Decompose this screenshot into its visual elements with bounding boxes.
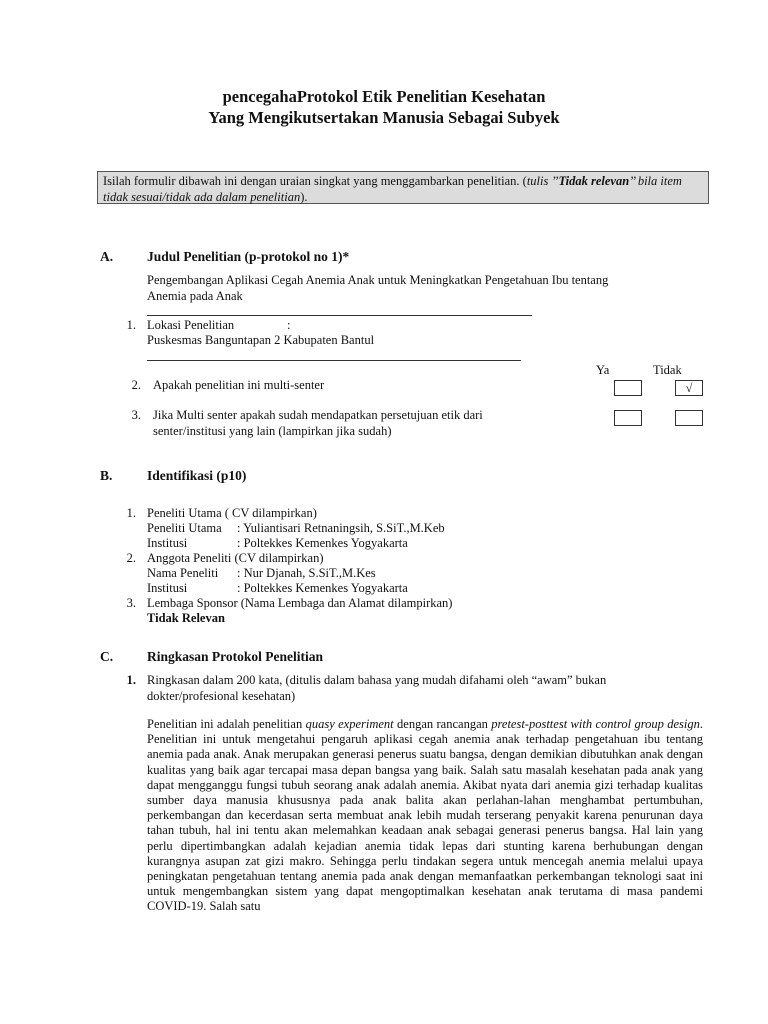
institusi-utama-value: : Poltekkes Kemenkes Yogyakarta — [237, 536, 408, 550]
persetujuan-ya-checkbox[interactable] — [614, 410, 642, 426]
paragraph-text: Penelitian ini adalah penelitian — [147, 717, 306, 731]
section-a-letter: A. — [100, 249, 114, 264]
paragraph-italic-method: pretest-posttest with control group design — [491, 717, 700, 731]
nama-peneliti-value: : Nur Djanah, S.SiT.,M.Kes — [237, 566, 376, 580]
persetujuan-question-line2: senter/institusi yang lain (lampirkan jika sudah) — [153, 424, 392, 438]
instruction-text-italic: ’’ bila item tidak sesuai/tidak ada dalam penelitian — [103, 174, 682, 204]
instruction-quote: tulis ’’ — [526, 174, 559, 188]
document-title-line1: pencegahaProtokol Etik Penelitian Kesehatan — [222, 87, 546, 106]
nama-peneliti-label: Nama Peneliti — [147, 566, 219, 580]
section-a-title: Judul Penelitian (p-protokol no 1)* — [147, 249, 350, 264]
lokasi-value: Puskesmas Banguntapan 2 Kabupaten Bantul — [147, 333, 375, 347]
peneliti-utama-heading: Peneliti Utama ( CV dilampirkan) — [147, 506, 317, 520]
institusi-anggota-label: Institusi — [147, 581, 188, 595]
peneliti-utama-label: Peneliti Utama — [147, 521, 222, 535]
lokasi-label: Lokasi Penelitian — [147, 318, 235, 332]
institusi-utama-label: Institusi — [147, 536, 188, 550]
persetujuan-question-line1: Jika Multi senter apakah sudah mendapatkan persetujuan etik dari — [153, 408, 483, 422]
checkmark-icon: √ — [685, 381, 693, 395]
instruction-text: Isilah formulir dibawah ini dengan uraian singkat yang menggambarkan penelitian. ( — [103, 174, 527, 188]
instruction-tidak-relevan: Tidak relevan — [558, 174, 630, 188]
document-title-line2: Yang Mengikutsertakan Manusia Sebagai Subyek — [208, 108, 560, 127]
item-c1-number: 1. — [126, 673, 136, 687]
sponsor-heading: Lembaga Sponsor (Nama Lembaga dan Alamat dilampirkan) — [147, 596, 453, 610]
anggota-heading: Anggota Peneliti (CV dilampirkan) — [147, 551, 324, 565]
sponsor-value: Tidak Relevan — [147, 611, 225, 625]
item-a3-number: 3. — [131, 408, 141, 422]
multisenter-ya-checkbox[interactable] — [614, 380, 642, 396]
peneliti-utama-value: : Yuliantisari Retnaningsih, S.SiT.,M.Keb — [237, 521, 445, 535]
instruction-box — [97, 171, 709, 204]
lokasi-colon: : — [287, 318, 291, 332]
multisenter-question: Apakah penelitian ini multi-senter — [153, 378, 325, 392]
section-b-letter: B. — [100, 468, 113, 483]
column-ya: Ya — [596, 363, 610, 377]
judul-underline — [147, 315, 532, 316]
ringkasan-paragraph — [147, 717, 703, 915]
section-c-letter: C. — [100, 649, 114, 664]
item-a1-number: 1. — [126, 318, 136, 332]
instruction-text-end: ). — [300, 189, 308, 204]
item-b1-number: 1. — [126, 506, 136, 520]
paragraph-italic-design: quasy experiment — [305, 717, 394, 731]
item-b3-number: 3. — [126, 596, 136, 610]
judul-line1: Pengembangan Aplikasi Cegah Anemia Anak untuk Meningkatkan Pengetahuan Ibu tentang — [147, 273, 609, 287]
institusi-anggota-value: : Poltekkes Kemenkes Yogyakarta — [237, 581, 408, 595]
ringkasan-instruction-line1: Ringkasan dalam 200 kata, (ditulis dalam bahasa yang mudah difahami oleh “awam” bukan — [147, 673, 607, 687]
item-b2-number: 2. — [126, 551, 136, 565]
judul-line2: Anemia pada Anak — [147, 289, 243, 303]
ringkasan-instruction-line2: dokter/profesional kesehatan) — [147, 689, 296, 703]
paragraph-text: . Penelitian ini untuk mengetahui pengaruh aplikasi cegah anemia anak terhadap pengetahuan ibu tentang anemia pada anak. Anak merupakan generasi penerus suatu bangsa, dengan demikian dibutuhkan anak dengan kualitas yang baik agar tercapai masa depan bangsa yang baik. Salah satu masalah kesehatan pada anak yang dapat mengganggu fungsi tubuh seorang anak adalah anemia. Akibat nyata dari anemia gizi terhadap kualitas sumber daya manusia khususnya pada anak balita akan perlahan-lahan menghambat pertumbuhan, perkembangan dan kecerdasan serta membuat anak lebih mudah terserang penyakit karena penurunan daya tahan tubuh, hal ini tentu akan melemahkan keadaan anak sebagai generasi penerus bangsa. Hal lain yang perlu dipertimbangkan adalah kejadian anemia tidak lepas dari stunting karena berhubungan dengan kurangnya asupan zat gizi makro. Sehingga perlu tindakan segera untuk mencegah anemia melalui upaya peningkatan pengetahuan tentang anemia pada anak dengan memanfaatkan perkembangan teknologi saat ini untuk mengembangkan sistem yang dapat mengoptimalkan kesehatan anak terutama di masa pandemi COVID-19. Salah satu — [147, 717, 703, 914]
persetujuan-tidak-checkbox[interactable] — [675, 410, 703, 426]
multisenter-tidak-checkbox[interactable] — [675, 380, 703, 396]
paragraph-text: dengan rancangan — [393, 717, 492, 731]
lokasi-underline — [147, 360, 521, 361]
item-a2-number: 2. — [131, 378, 141, 392]
column-tidak: Tidak — [653, 363, 682, 377]
section-c-title: Ringkasan Protokol Penelitian — [147, 649, 324, 664]
section-b-title: Identifikasi (p10) — [147, 468, 247, 483]
